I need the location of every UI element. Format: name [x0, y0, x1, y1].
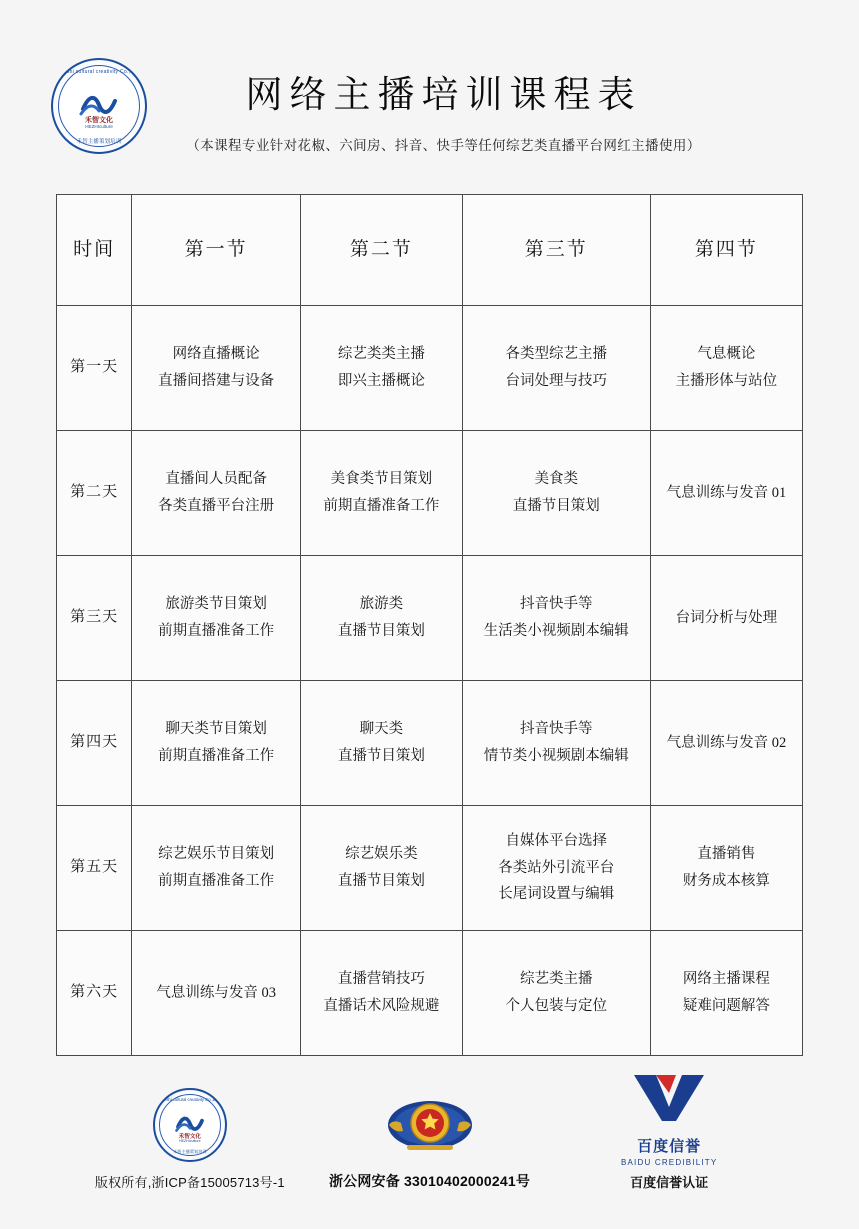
table-cell-line: 美食类节目策划 [330, 471, 433, 488]
company-seal-logo-small [153, 1088, 227, 1162]
table-cell-line: 直播节目策划 [337, 623, 425, 639]
table-cell-line: 抖音快手等 [520, 596, 593, 613]
table-cell-line: 前期直播准备工作 [158, 748, 275, 764]
schedule-table-container [56, 194, 803, 1056]
table-row [57, 681, 803, 806]
table-session-cell [132, 931, 301, 1056]
table-session-cell [300, 556, 462, 681]
table-cell-line: 综艺娱乐类 [345, 846, 418, 863]
seal-wave-icon [79, 91, 119, 117]
table-cell-line: 聊天类 [359, 721, 404, 738]
table-cell-line: 网络主播课程 [682, 971, 770, 988]
seal-pinyin-small: HEZHIculture [179, 1139, 201, 1143]
seal-pinyin: HEZHIculture [85, 124, 113, 129]
seal-company-name-small: 禾智文化 [178, 1134, 202, 1140]
schedule-table [56, 194, 803, 1056]
table-session-cell [650, 681, 802, 806]
table-day-cell: 第四天 [57, 681, 132, 806]
table-cell-line: 直播节目策划 [337, 748, 425, 764]
baidu-caption-cn: 百度信誉 [637, 1138, 702, 1155]
seal-wave-icon-small [175, 1113, 205, 1133]
table-cell-line: 前期直播准备工作 [158, 873, 275, 889]
table-day-cell: 第二天 [57, 431, 132, 556]
police-record-text: 浙公网安备 33010402000241号 [328, 1173, 531, 1189]
table-session-cell [650, 556, 802, 681]
table-session-cell [650, 806, 802, 931]
table-row [57, 556, 803, 681]
document-header [0, 0, 859, 154]
seal-chinese-text: 禾智主播策划培训 [76, 139, 122, 145]
table-cell-line: 情节类小视频剧本编辑 [483, 748, 629, 764]
table-cell-line: 直播节目策划 [337, 873, 425, 889]
table-cell-line: 直播节目策划 [512, 498, 600, 514]
baidu-certification-text: 百度信誉认证 [630, 1175, 709, 1190]
table-cell-line: 直播话术风险规避 [323, 998, 440, 1014]
table-cell-line: 直播间搭建与设备 [158, 373, 275, 389]
table-session-cell [462, 431, 650, 556]
table-cell-line: 旅游类 [359, 596, 404, 613]
table-cell-line: 长尾词设置与编辑 [498, 886, 615, 903]
table-cell-line: 各类站外引流平台 [498, 859, 615, 876]
table-cell-line: 财务成本核算 [682, 873, 770, 889]
table-cell-line: 聊天类节目策划 [165, 721, 267, 738]
police-badge-icon [387, 1089, 473, 1161]
table-cell-line: 主播形体与站位 [675, 373, 778, 389]
seal-english-text-small: Heshi cultural creativity Co.,Ltd [160, 1097, 219, 1102]
table-session-cell [650, 431, 802, 556]
table-cell-line: 疑难问题解答 [682, 998, 770, 1014]
table-cell-line: 综艺娱乐节目策划 [158, 846, 275, 863]
table-session-cell [300, 931, 462, 1056]
footer-police-block [310, 1089, 550, 1191]
table-cell-line: 气息概论 [697, 346, 756, 363]
baidu-caption-en: BAIDU CREDIBILITY [620, 1158, 718, 1167]
table-session-cell [300, 806, 462, 931]
table-row [57, 306, 803, 431]
table-cell-line: 抖音快手等 [520, 721, 593, 738]
table-row [57, 931, 803, 1056]
table-cell-line: 即兴主播概论 [337, 373, 425, 389]
baidu-credibility-icon [626, 1069, 712, 1125]
table-session-cell [132, 806, 301, 931]
table-header-cell: 第二节 [300, 195, 462, 306]
table-session-cell [132, 431, 301, 556]
table-cell-line: 各类直播平台注册 [158, 498, 275, 514]
table-cell-line: 直播销售 [697, 846, 756, 863]
icp-license-text: 版权所有,浙ICP备15005713号-1 [94, 1175, 285, 1190]
table-cell-line: 气息训练与发音 02 [666, 734, 787, 751]
table-cell-line: 个人包装与定位 [505, 998, 608, 1014]
table-cell-line: 直播间人员配备 [165, 471, 267, 488]
table-session-cell [300, 681, 462, 806]
table-cell-line: 直播营销技巧 [337, 971, 425, 988]
table-cell-line: 台词分析与处理 [675, 609, 778, 626]
table-cell-line: 前期直播准备工作 [323, 498, 440, 514]
table-cell-line: 综艺类主播 [520, 971, 593, 988]
table-session-cell [462, 306, 650, 431]
table-header-cell: 第三节 [462, 195, 650, 306]
table-cell-line: 各类型综艺主播 [505, 346, 608, 363]
table-header-cell: 第四节 [650, 195, 802, 306]
table-cell-line: 气息训练与发音 03 [156, 984, 276, 1001]
table-session-cell [650, 306, 802, 431]
table-day-cell: 第三天 [57, 556, 132, 681]
page-title: 网络主播培训课程表 [245, 73, 642, 116]
table-day-cell: 第一天 [57, 306, 132, 431]
footer-icp-block [70, 1088, 310, 1191]
table-session-cell [132, 681, 301, 806]
page-subtitle: （本课程专业针对花椒、六间房、抖音、快手等任何综艺类直播平台网红主播使用） [186, 138, 701, 153]
table-session-cell [462, 931, 650, 1056]
logo-container [40, 52, 158, 154]
seal-company-name: 禾智文化 [85, 116, 113, 124]
table-session-cell [132, 556, 301, 681]
table-cell-line: 美食类 [534, 471, 579, 488]
table-row [57, 806, 803, 931]
table-session-cell [462, 556, 650, 681]
seal-english-text: Heshi cultural creativity Co.,Ltd [59, 69, 139, 75]
table-day-cell: 第五天 [57, 806, 132, 931]
table-cell-line: 旅游类节目策划 [165, 596, 267, 613]
table-session-cell [300, 306, 462, 431]
table-header-row [57, 195, 803, 306]
table-session-cell [132, 306, 301, 431]
table-cell-line: 前期直播准备工作 [158, 623, 275, 639]
table-cell-line: 网络直播概论 [172, 346, 260, 363]
document-footer [0, 1069, 859, 1191]
table-session-cell [650, 931, 802, 1056]
table-header-cell: 时间 [57, 195, 132, 306]
table-cell-line: 生活类小视频剧本编辑 [483, 623, 629, 639]
seal-chinese-text-small: 禾智主播策划培训 [173, 1149, 207, 1154]
title-block [158, 52, 819, 154]
table-day-cell: 第六天 [57, 931, 132, 1056]
table-session-cell [300, 431, 462, 556]
table-header-cell: 第一节 [132, 195, 301, 306]
company-seal-logo [51, 58, 147, 154]
table-cell-line: 气息训练与发音 01 [666, 484, 787, 501]
footer-baidu-block [549, 1069, 789, 1191]
table-session-cell [462, 681, 650, 806]
table-cell-line: 综艺类类主播 [337, 346, 425, 363]
table-cell-line: 台词处理与技巧 [505, 373, 608, 389]
table-session-cell [462, 806, 650, 931]
table-cell-line: 自媒体平台选择 [505, 832, 608, 849]
table-row [57, 431, 803, 556]
